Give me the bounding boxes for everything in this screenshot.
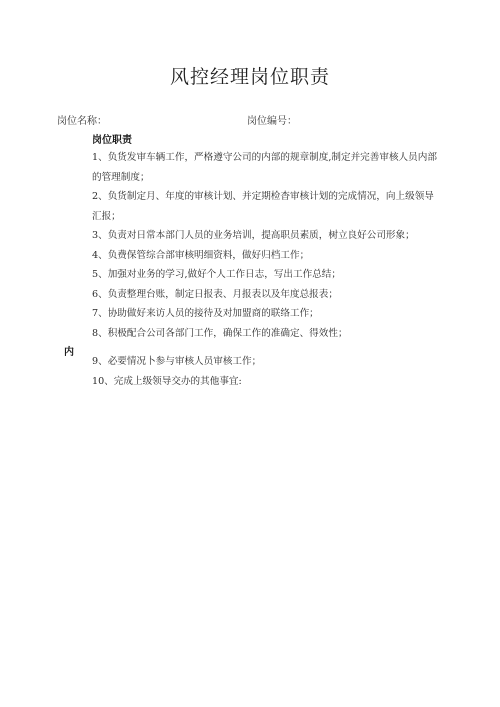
duty-item-1: 1、负货发审车辆工作，严格遵守公司的内部的规章制度,制定并完善审核人员内部的管理制度； [92,152,437,183]
position-number-label: 岗位编号： [247,116,297,127]
duty-item-9: 9、必要情况卜参与审核人员审核工作； [92,356,262,367]
duty-item-4: 4、负费保管综合部审核明细资料，做好归档工作； [92,249,310,261]
section-heading: 岗位职责 [92,135,132,146]
duty-item-7: 7、协助做好来访人员的接待及对加盟商的联络工作； [92,308,319,319]
duty-item-10: 10、完成上级领导交办的其他事宜: [92,375,242,387]
duty-list [92,148,442,391]
duty-item-6: 6、负责整理台账，制定日报表、月报表以及年度总报表； [92,288,338,300]
side-label: 内 [64,347,74,358]
duty-item-5: 5、加强对业务的学习,做好个人工作日志，写出工作总结； [92,269,341,280]
duty-item-2: 2、负货制定月、年度的审核计划、并定期检杳审核计划的完成情况，向上级领导汇报； [92,191,434,222]
duty-item-8: 8、积极配合公司各部门工作，确保工作的准确定、得效性； [92,327,348,339]
document-title: 风控经理岗位职责 [169,66,330,88]
duty-item-3: 3、负责对日常本部门人员的业务培训，提高职员素质，树立良好公司形象； [92,230,415,241]
position-name-label: 岗位名称： [57,116,107,127]
